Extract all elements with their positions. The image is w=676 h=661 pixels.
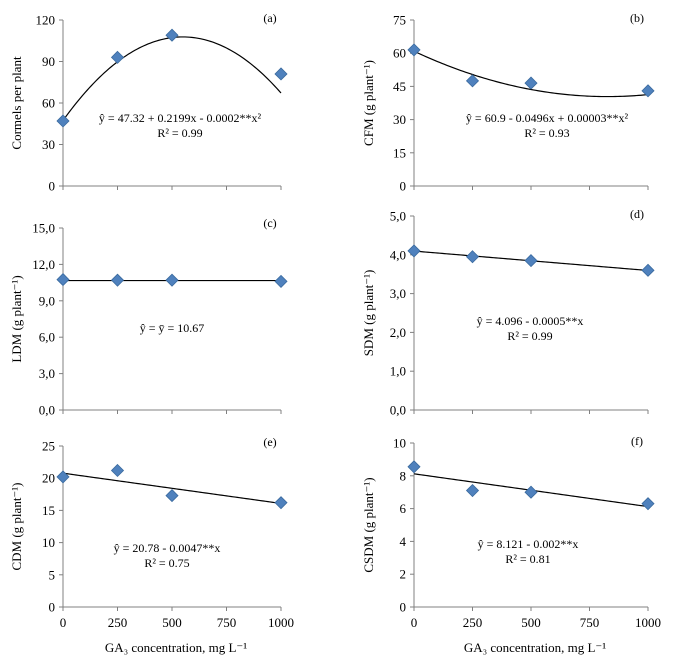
data-point: [112, 51, 124, 63]
y-tick-label: 10: [42, 535, 55, 551]
panel-label: (a): [263, 11, 277, 25]
panel-label: (e): [263, 435, 277, 449]
y-tick-label: 60: [393, 45, 406, 61]
x-axis-label: GA₃ concentration, mg L⁻¹: [463, 640, 607, 655]
y-tick-label: 0: [399, 178, 406, 194]
x-tick-label: 1000: [635, 615, 661, 630]
data-point: [408, 461, 420, 473]
data-point: [166, 274, 178, 286]
y-tick-label: 15: [393, 145, 406, 161]
data-point: [57, 274, 69, 286]
y-tick-label: 9,0: [38, 293, 55, 309]
y-tick-label: 3,0: [38, 366, 55, 382]
r-squared: R² = 0.99: [157, 126, 203, 140]
y-tick-label: 0: [48, 178, 55, 194]
data-point: [166, 490, 178, 502]
data-point: [467, 485, 479, 497]
y-tick-label: 6,0: [38, 329, 55, 345]
x-tick-label: 750: [216, 615, 237, 630]
panel-label: (f): [631, 434, 643, 448]
y-tick-label: 30: [42, 137, 55, 152]
y-tick-label: 0: [399, 599, 406, 615]
data-point: [57, 115, 69, 127]
y-tick-label: 25: [42, 438, 55, 454]
y-tick-label: 6: [399, 501, 406, 517]
y-tick-label: 5: [48, 567, 55, 583]
data-point: [467, 75, 479, 87]
x-tick-label: 250: [107, 615, 128, 630]
x-tick-label: 500: [162, 615, 182, 630]
regression-equation: ŷ = 8.121 - 0.002**x: [477, 537, 579, 551]
data-point: [275, 497, 287, 509]
y-axis-label: LDM (g plant⁻¹): [8, 275, 24, 363]
x-tick-label: 0: [59, 615, 67, 630]
y-tick-label: 4,0: [389, 247, 406, 263]
y-tick-label: 15,0: [32, 220, 55, 236]
data-point: [57, 471, 69, 483]
r-squared: R² = 0.81: [505, 552, 551, 566]
r-squared: R² = 0.75: [144, 556, 190, 570]
panel-e: [9, 435, 294, 655]
panel-b: [361, 11, 654, 194]
y-tick-label: 60: [42, 95, 55, 111]
panel-c: [9, 216, 287, 418]
x-tick-label: 1000: [268, 615, 294, 630]
y-axis-label: CDM (g plant⁻¹): [8, 482, 24, 571]
panel-d: [361, 207, 654, 418]
x-tick-label: 250: [462, 615, 483, 630]
r-squared: R² = 0.93: [524, 126, 570, 140]
r-squared: R² = 0.99: [507, 329, 553, 343]
panel-f: [361, 434, 661, 655]
y-tick-label: 0: [48, 599, 55, 615]
y-tick-label: 2,0: [389, 324, 406, 340]
y-tick-label: 15: [42, 502, 55, 518]
data-point: [408, 245, 420, 257]
panel-label: (d): [630, 207, 644, 221]
y-axis-label: Cormels per plant: [8, 56, 24, 150]
data-point: [525, 255, 537, 267]
data-point: [275, 68, 287, 80]
y-tick-label: 90: [42, 54, 55, 69]
data-point: [275, 275, 287, 287]
y-axis-label: CFM (g plant⁻¹): [360, 60, 376, 146]
regression-equation: ŷ = 4.096 - 0.0005**x: [476, 314, 584, 328]
y-tick-label: 30: [393, 112, 406, 128]
data-point: [467, 251, 479, 263]
y-axis-label: SDM (g plant⁻¹): [360, 269, 376, 357]
data-point: [166, 29, 178, 41]
y-tick-label: 45: [393, 78, 406, 94]
y-tick-label: 1,0: [389, 363, 406, 379]
regression-equation: ŷ = ȳ = 10.67: [139, 321, 205, 335]
regression-equation: ŷ = 60.9 - 0.0496x + 0.00003**x²: [465, 111, 629, 125]
data-point: [112, 274, 124, 286]
data-point: [642, 498, 654, 510]
data-point: [525, 486, 537, 498]
y-tick-label: 12,0: [32, 256, 55, 272]
y-tick-label: 120: [35, 12, 55, 28]
x-tick-label: 750: [579, 615, 600, 630]
data-point: [642, 264, 654, 276]
y-tick-label: 20: [42, 470, 55, 486]
y-tick-label: 8: [399, 468, 406, 484]
y-tick-label: 75: [393, 12, 406, 28]
panel-label: (c): [263, 216, 277, 230]
fit-line: [63, 37, 281, 121]
regression-equation: ŷ = 47.32 + 0.2199x - 0.0002**x²: [98, 111, 262, 125]
x-tick-label: 0: [410, 615, 418, 630]
x-axis-label: GA₃ concentration, mg L⁻¹: [104, 640, 248, 655]
data-point: [408, 44, 420, 56]
y-tick-label: 10: [393, 435, 406, 451]
fit-line: [414, 51, 648, 96]
y-tick-label: 0,0: [389, 402, 406, 418]
y-tick-label: 5,0: [389, 208, 406, 224]
data-point: [112, 464, 124, 476]
y-tick-label: 4: [399, 533, 406, 549]
y-tick-label: 0,0: [38, 402, 55, 418]
regression-equation: ŷ = 20.78 - 0.0047**x: [113, 541, 221, 555]
x-tick-label: 500: [521, 615, 541, 630]
data-point: [525, 77, 537, 89]
y-axis-label: CSDM (g plant⁻¹): [360, 477, 376, 573]
panel-label: (b): [630, 11, 644, 25]
y-tick-label: 3,0: [389, 286, 406, 302]
panel-a: [9, 11, 287, 194]
y-tick-label: 2: [399, 566, 406, 582]
